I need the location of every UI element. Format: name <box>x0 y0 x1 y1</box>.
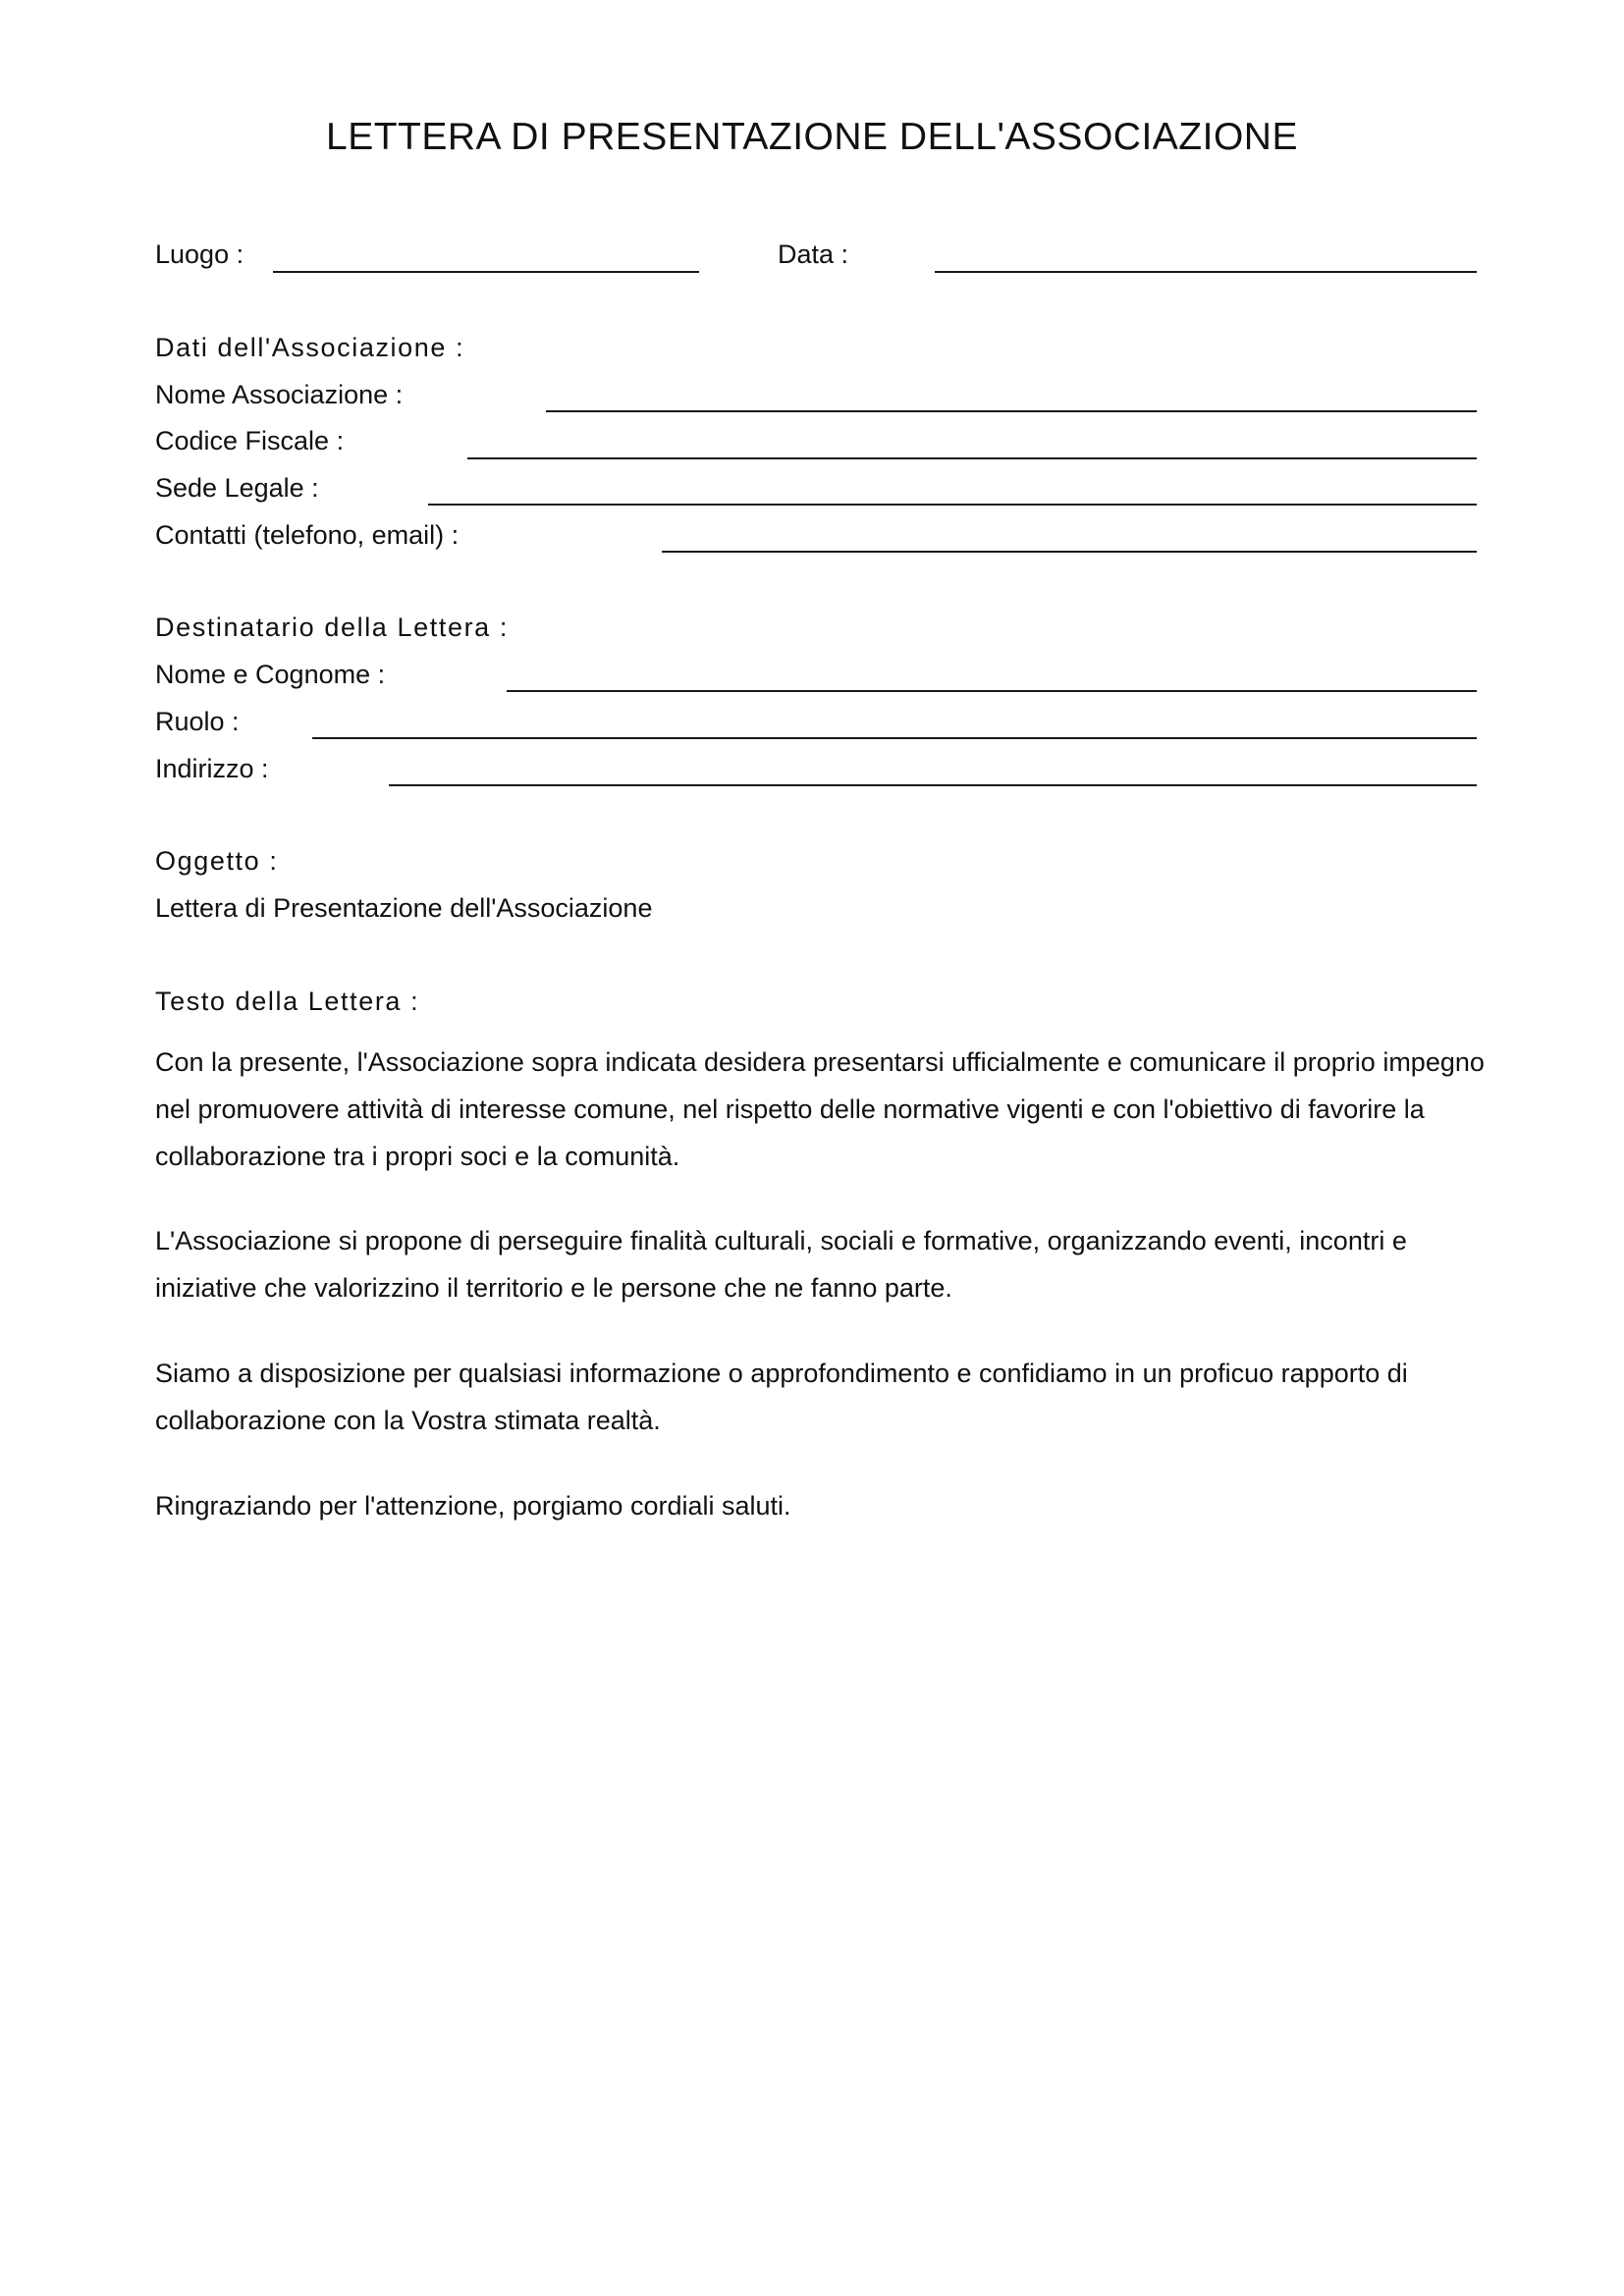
date-label: Data : <box>778 240 849 269</box>
tax-code-label: Codice Fiscale : <box>155 426 345 455</box>
recipient-heading: Destinatario della Lettera : <box>155 613 509 642</box>
association-name-field[interactable] <box>546 410 1477 412</box>
date-field[interactable] <box>935 271 1477 273</box>
seat-field[interactable] <box>428 504 1477 506</box>
association-name-label: Nome Associazione : <box>155 380 404 409</box>
seat-label: Sede Legale : <box>155 473 319 503</box>
letter-paragraph: Con la presente, l'Associazione sopra indicata desidera presentarsi ufficialmente e comunicare il proprio impegno nel promuovere attività di interesse comune, nel rispetto delle normative vigenti e con l'obiettivo di favorire la collaborazione tra i propri soci e la comunità. <box>155 1047 1485 1171</box>
place-field[interactable] <box>273 271 699 273</box>
association-heading: Dati dell'Associazione : <box>155 333 465 362</box>
place-label: Luogo : <box>155 240 244 269</box>
subject-heading: Oggetto : <box>155 846 279 876</box>
recipient-role-label: Ruolo : <box>155 707 240 736</box>
letter-body-heading: Testo della Lettera : <box>155 987 420 1016</box>
closing-paragraph: Ringraziando per l'attenzione, porgiamo cordiali saluti. <box>155 1491 791 1521</box>
contacts-label: Contatti (telefono, email) : <box>155 520 460 550</box>
subject-text: Lettera di Presentazione dell'Associazione <box>155 893 653 923</box>
recipient-fullname-label: Nome e Cognome : <box>155 660 386 689</box>
recipient-address-label: Indirizzo : <box>155 754 269 783</box>
contacts-field[interactable] <box>662 551 1477 553</box>
letter-paragraph: L'Associazione si propone di perseguire finalità culturali, sociali e formative, organizzando eventi, incontri e iniziative che valorizzino il territorio e le persone che ne fanno parte. <box>155 1226 1407 1303</box>
document-title: LETTERA DI PRESENTAZIONE DELL'ASSOCIAZIONE <box>326 116 1298 158</box>
recipient-address-field[interactable] <box>389 784 1477 786</box>
tax-code-field[interactable] <box>467 457 1477 459</box>
letter-paragraph: Siamo a disposizione per qualsiasi informazione o approfondimento e confidiamo in un proficuo rapporto di collaborazione con la Vostra stimata realtà. <box>155 1359 1408 1435</box>
recipient-fullname-field[interactable] <box>507 690 1477 692</box>
recipient-role-field[interactable] <box>312 737 1477 739</box>
